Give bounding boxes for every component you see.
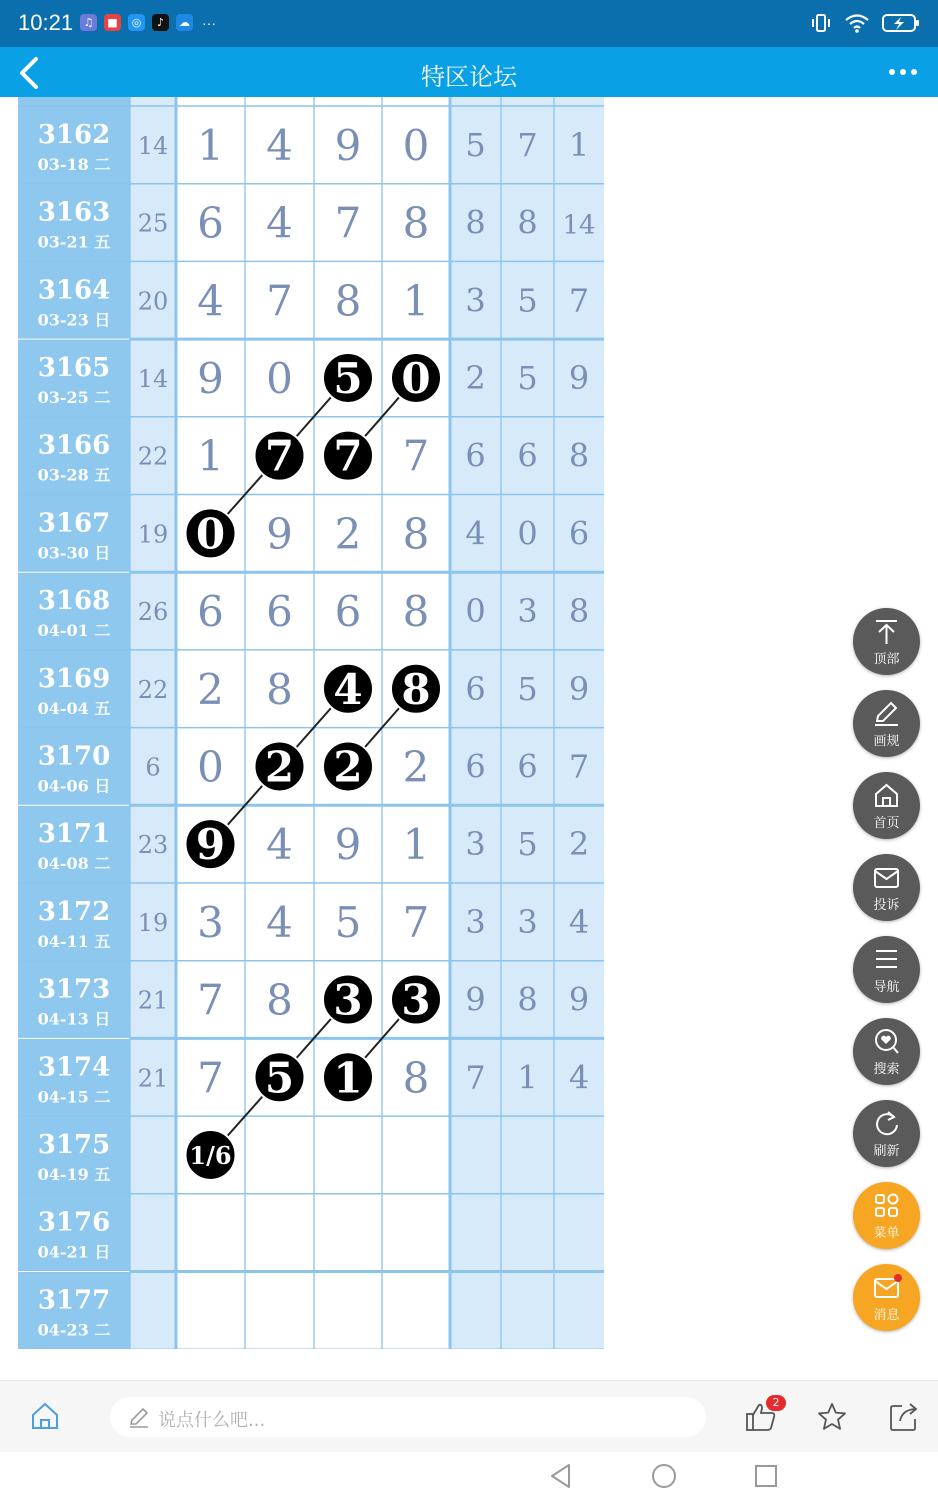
extra-value: 0 <box>465 592 486 631</box>
digit-value: 3 <box>197 897 224 947</box>
float-button-nav[interactable] <box>853 936 920 1003</box>
title-bar <box>0 47 938 97</box>
sum-value: 19 <box>137 520 169 549</box>
pen-icon <box>873 700 900 727</box>
extra-value: 3 <box>517 902 538 941</box>
float-button-label: 菜单 <box>873 1226 900 1241</box>
nav-recent-icon[interactable] <box>753 1462 779 1490</box>
grid-icon <box>873 1192 900 1219</box>
status-more-indicator: ··· <box>202 14 216 31</box>
extra-value: 7 <box>517 125 538 164</box>
favorite-button[interactable] <box>816 1401 848 1433</box>
period-date: 03-18 二 <box>37 154 111 174</box>
extra-value: 1 <box>517 1058 538 1097</box>
digit-value: 4 <box>266 820 293 870</box>
extra-value: 3 <box>465 825 486 864</box>
digit-value: 1 <box>402 820 430 870</box>
digit-value: 0 <box>266 353 293 403</box>
sum-value: 22 <box>137 675 169 704</box>
extra-value: 8 <box>568 592 590 631</box>
period-date: 04-13 日 <box>37 1009 111 1029</box>
period-number: 3166 <box>37 430 111 461</box>
period-number: 3165 <box>37 352 111 383</box>
period-date: 04-21 日 <box>37 1242 111 1262</box>
period-number: 3164 <box>37 275 111 306</box>
period-date: 04-06 日 <box>37 776 111 796</box>
extra-value: 8 <box>465 203 486 242</box>
tiktok-icon: ♪ <box>152 14 169 31</box>
sum-value: 21 <box>137 1064 169 1093</box>
float-button-complain[interactable] <box>853 854 920 921</box>
refresh-icon <box>873 1110 900 1137</box>
bottom-action-bar <box>0 1380 938 1453</box>
highlight-digit: 2 <box>264 742 295 792</box>
extra-value: 4 <box>568 1058 590 1097</box>
highlight-digit: 7 <box>264 431 295 481</box>
pen-icon <box>128 1407 150 1429</box>
highlight-digit: 8 <box>401 664 431 714</box>
more-dots-icon <box>886 55 920 89</box>
battery-icon <box>882 12 920 34</box>
digit-value: 7 <box>266 276 293 326</box>
digit-value: 4 <box>266 120 293 170</box>
sum-value: 23 <box>137 831 169 860</box>
like-count-badge: 2 <box>766 1395 786 1411</box>
float-button-draw[interactable] <box>853 690 920 757</box>
digit-value: 2 <box>402 742 430 792</box>
extra-value: 6 <box>517 436 538 475</box>
period-number: 3169 <box>37 663 111 694</box>
comment-placeholder: 说点什么吧... <box>158 1410 266 1431</box>
digit-value: 8 <box>402 1053 430 1103</box>
digit-value: 1 <box>197 431 224 481</box>
star-icon <box>816 1401 848 1433</box>
sum-value: 19 <box>137 908 169 937</box>
period-date: 03-30 日 <box>37 543 111 563</box>
digit-value: 2 <box>334 509 362 559</box>
digit-value: 0 <box>197 742 224 792</box>
extra-value: 2 <box>568 825 590 864</box>
vibrate-icon <box>810 12 832 34</box>
float-button-label: 首页 <box>873 816 900 831</box>
highlight-digit: 1 <box>333 1053 363 1103</box>
cloud-app-icon: ☁ <box>176 14 193 31</box>
more-options-button[interactable] <box>886 55 920 89</box>
highlight-digit: 0 <box>195 509 226 559</box>
digit-value: 8 <box>402 198 430 248</box>
float-button-search[interactable] <box>853 1018 920 1085</box>
highlight-digit: 5 <box>264 1053 295 1103</box>
float-button-label: 消息 <box>873 1308 900 1323</box>
digit-value: 6 <box>197 198 224 248</box>
period-date: 03-28 五 <box>37 465 111 485</box>
extra-value: 5 <box>465 125 486 164</box>
mail-icon <box>873 864 900 891</box>
digit-value: 1 <box>197 120 224 170</box>
float-button-label: 顶部 <box>873 652 900 667</box>
period-date: 04-19 五 <box>37 1164 111 1184</box>
extra-value: 5 <box>517 669 538 708</box>
status-app-icons <box>80 14 216 31</box>
digit-value: 6 <box>334 587 362 637</box>
extra-value: 7 <box>568 281 590 320</box>
bottom-home-button[interactable] <box>30 1401 60 1431</box>
system-nav-bar <box>0 1452 938 1500</box>
float-button-top[interactable] <box>853 608 920 675</box>
digit-value: 4 <box>197 276 224 326</box>
extra-value: 8 <box>517 980 538 1019</box>
period-number: 3174 <box>37 1052 111 1083</box>
float-button-message[interactable] <box>853 1264 920 1331</box>
extra-value: 6 <box>465 747 486 786</box>
digit-value: 6 <box>197 587 224 637</box>
extra-value: 9 <box>568 980 590 1019</box>
highlight-digit: 9 <box>195 820 226 870</box>
float-button-menu[interactable] <box>853 1182 920 1249</box>
extra-value: 3 <box>517 592 538 631</box>
heart-search-icon <box>873 1028 900 1055</box>
extra-value: 6 <box>465 669 486 708</box>
music-app-icon: ♫ <box>80 14 97 31</box>
blue-app-icon: ◎ <box>128 14 145 31</box>
digit-value: 5 <box>334 897 362 947</box>
period-date: 04-04 五 <box>37 698 111 718</box>
digit-value: 7 <box>197 1053 224 1103</box>
home-icon <box>30 1401 60 1431</box>
sum-column-bg <box>130 97 176 1349</box>
sum-value: 26 <box>137 598 169 627</box>
period-date: 04-23 二 <box>37 1320 111 1340</box>
sum-value: 25 <box>137 209 169 238</box>
sum-value: 14 <box>137 131 169 160</box>
digit-value: 9 <box>334 120 362 170</box>
period-number: 3171 <box>37 819 111 850</box>
highlight-digit: 1/6 <box>189 1140 232 1170</box>
status-time: 10:21 <box>18 10 74 35</box>
trend-chart-svg <box>18 97 604 1349</box>
highlight-digit: 7 <box>333 431 363 481</box>
extra-value: 5 <box>517 825 538 864</box>
digit-value: 8 <box>334 276 362 326</box>
digit-value: 1 <box>402 276 430 326</box>
extra-value: 8 <box>517 203 538 242</box>
sum-value: 14 <box>137 364 169 393</box>
digit-value: 7 <box>402 897 430 947</box>
extra-value: 6 <box>517 747 538 786</box>
extra-value: 14 <box>562 210 596 241</box>
period-number: 3176 <box>37 1207 111 1238</box>
period-number: 3175 <box>37 1129 111 1160</box>
period-number: 3167 <box>37 508 111 539</box>
extra-value: 5 <box>517 358 538 397</box>
wifi-icon <box>844 12 870 34</box>
float-button-label: 投诉 <box>873 898 900 913</box>
sum-value: 22 <box>137 442 169 471</box>
float-button-label: 导航 <box>873 980 900 995</box>
period-number: 3168 <box>37 586 111 617</box>
digit-value: 0 <box>402 120 430 170</box>
highlight-digit: 5 <box>333 353 363 403</box>
highlight-digit: 0 <box>401 353 431 403</box>
digit-value: 9 <box>334 820 362 870</box>
status-right <box>810 12 920 34</box>
digit-value: 8 <box>402 587 430 637</box>
extra-value: 9 <box>568 669 590 708</box>
float-button-home[interactable] <box>853 772 920 839</box>
digit-value: 2 <box>197 664 224 714</box>
float-button-label: 画规 <box>873 734 900 749</box>
period-number: 3177 <box>37 1285 111 1316</box>
extra-value: 8 <box>568 436 590 475</box>
digit-value: 9 <box>197 353 224 403</box>
highlight-digit: 3 <box>401 975 431 1025</box>
digit-value: 4 <box>266 198 293 248</box>
digit-value: 9 <box>266 509 293 559</box>
digit-value: 7 <box>402 431 430 481</box>
extra-value: 4 <box>568 902 590 941</box>
digit-value: 8 <box>266 664 293 714</box>
digit-value: 8 <box>266 975 293 1025</box>
home-icon <box>873 782 900 809</box>
extra-value: 6 <box>465 436 486 475</box>
status-bar <box>0 0 938 47</box>
digit-value: 8 <box>402 509 430 559</box>
menu-icon <box>873 946 900 973</box>
highlight-digit: 4 <box>333 664 363 714</box>
period-number: 3170 <box>37 741 111 772</box>
extra-value: 2 <box>465 358 486 397</box>
period-number: 3162 <box>37 119 111 150</box>
comment-input[interactable] <box>110 1397 706 1437</box>
period-date: 04-11 五 <box>37 931 111 951</box>
period-date: 04-08 二 <box>37 854 111 874</box>
red-app-icon: ■ <box>104 14 121 31</box>
float-button-label: 刷新 <box>873 1144 900 1159</box>
float-button-refresh[interactable] <box>853 1100 920 1167</box>
highlight-digit: 2 <box>333 742 363 792</box>
period-date: 03-23 日 <box>37 310 111 330</box>
period-number: 3163 <box>37 197 111 228</box>
digit-value: 6 <box>266 587 293 637</box>
extra-value: 7 <box>465 1058 486 1097</box>
extra-value: 4 <box>465 514 486 553</box>
digit-value: 7 <box>197 975 224 1025</box>
extra-value: 9 <box>568 358 590 397</box>
sum-value: 6 <box>145 753 161 782</box>
sum-value: 21 <box>137 986 169 1015</box>
arrow-up-icon <box>873 618 900 645</box>
period-date: 04-01 二 <box>37 621 111 641</box>
period-date: 03-21 五 <box>37 232 111 252</box>
message-icon <box>873 1274 902 1301</box>
period-date: 04-15 二 <box>37 1087 111 1107</box>
nav-home-icon[interactable] <box>650 1462 678 1490</box>
sum-value: 20 <box>137 287 169 316</box>
extra-value: 7 <box>568 747 590 786</box>
period-number: 3173 <box>37 974 111 1005</box>
share-icon <box>888 1401 920 1433</box>
extra-value: 1 <box>568 125 590 164</box>
share-button[interactable] <box>888 1401 920 1433</box>
extra-value: 9 <box>465 980 486 1019</box>
extra-value: 5 <box>517 281 538 320</box>
digit-value: 4 <box>266 897 293 947</box>
page-title: 特区论坛 <box>421 63 517 91</box>
extra-value: 3 <box>465 281 486 320</box>
trend-chart <box>18 97 604 1349</box>
extra-value: 6 <box>568 514 590 553</box>
extra-value: 3 <box>465 902 486 941</box>
period-date: 03-25 二 <box>37 387 111 407</box>
float-button-label: 搜索 <box>873 1062 900 1077</box>
extra-value: 0 <box>517 514 538 553</box>
highlight-digit: 3 <box>333 975 363 1025</box>
period-number: 3172 <box>37 896 111 927</box>
digit-value: 7 <box>334 198 362 248</box>
nav-back-icon[interactable] <box>548 1462 574 1490</box>
